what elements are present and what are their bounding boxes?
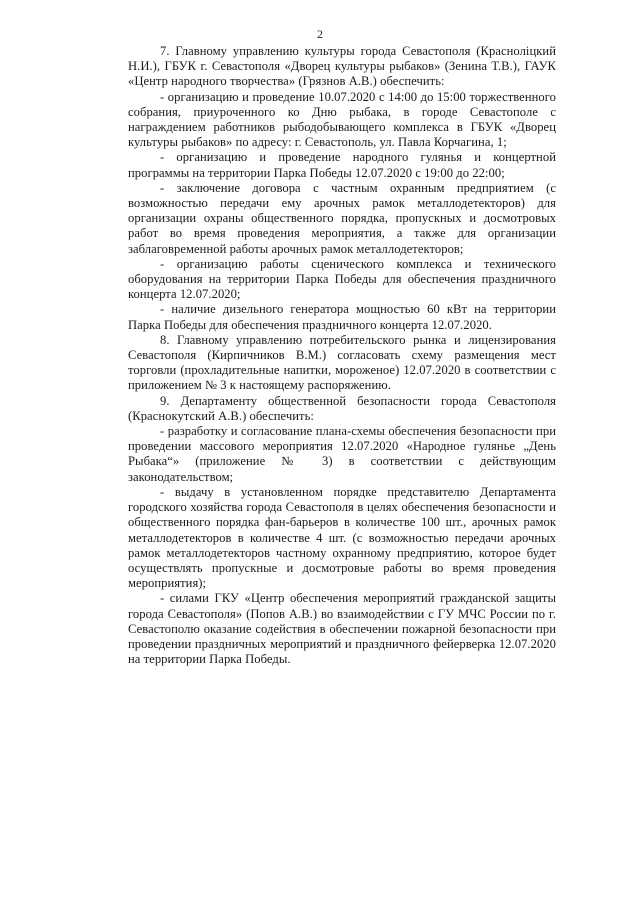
paragraph-item-7: 7. Главному управлению культуры города Севастополя (Красноліцкий Н.И.), ГБУК г. Севастополя «Дворец культуры рыбаков» (Зенина Т.В.), ГАУК «Центр народного творчества» (Грязнов А.В.) обеспечить: [128, 44, 556, 89]
paragraph-safety-plan: - разработку и согласование плана-схемы обеспечения безопасности при проведении массового мероприятия 12.07.2020 «Народное гулянье „День Рыбака“» (приложение № 3) в соответствии с действующим законодательством; [128, 424, 556, 484]
paragraph-solemn-meeting: - организацию и проведение 10.07.2020 с 14:00 до 15:00 торжественного собрания, приуроченного ко Дню рыбака, в городе Севастополе с награждением работников рыбодобывающего комплекса в ГБУК «Дворец культуры рыбаков» по адресу: г. Севастополь, ул. Павла Корчагина, 1; [128, 89, 556, 150]
paragraph-item-8: 8. Главному управлению потребительского рынка и лицензирования Севастополя (Кирпичников В.М.) согласовать схему размещения мест торговли (прохладительные напитки, мороженое) 12.07.2020 в соответствии с приложением № 3 к настоящему распоряжению. [128, 332, 556, 393]
paragraph-barriers: - выдачу в установленном порядке представителю Департамента городского хозяйства города Севастополя в целях обеспечения безопасности и общественного порядка фан-барьеров в количестве 100 шт., арочных рамок металлодетекторов в количестве 4 шт. (с возможностью передачи арочных рамок металлодетекторов частному охранному предприятию, которое будет осуществлять пропускные и досмотровые работы во время проведения мероприятия); [128, 484, 556, 591]
paragraph-item-9: 9. Департаменту общественной безопасности города Севастополя (Краснокутский А.В.) обеспечить: [128, 393, 556, 423]
paragraph-stage-equipment: - организацию работы сценического комплекса и технического оборудования на территории Парка Победы для обеспечения праздничного концерта 12.07.2020; [128, 256, 556, 302]
page-number: 2 [317, 27, 323, 41]
paragraph-security-contract: - заключение договора с частным охранным предприятием (с возможностью передачи ему арочных рамок металлодетекторов) для организации охраны общественного порядка, пропускных и досмотровых работ во время проведения мероприятия, а также для организации заблаговременной работы арочных рамок металлодетекторов; [128, 180, 556, 256]
paragraph-civil-protection: - силами ГКУ «Центр обеспечения мероприятий гражданской защиты города Севастополя» (Попов А.В.) во взаимодействии с ГУ МЧС России по г. Севастополю оказание содействия в обеспечении пожарной безопасности при проведении праздничных мероприятий и праздничного фейерверка 12.07.2020 на территории Парка Победы. [128, 591, 556, 667]
paragraph-festivities: - организацию и проведение народного гулянья и концертной программы на территории Парка Победы 12.07.2020 с 19:00 до 22:00; [128, 150, 556, 180]
document-body [128, 44, 556, 667]
paragraph-diesel-generator: - наличие дизельного генератора мощностью 60 кВт на территории Парка Победы для обеспечения праздничного концерта 12.07.2020. [128, 302, 556, 332]
